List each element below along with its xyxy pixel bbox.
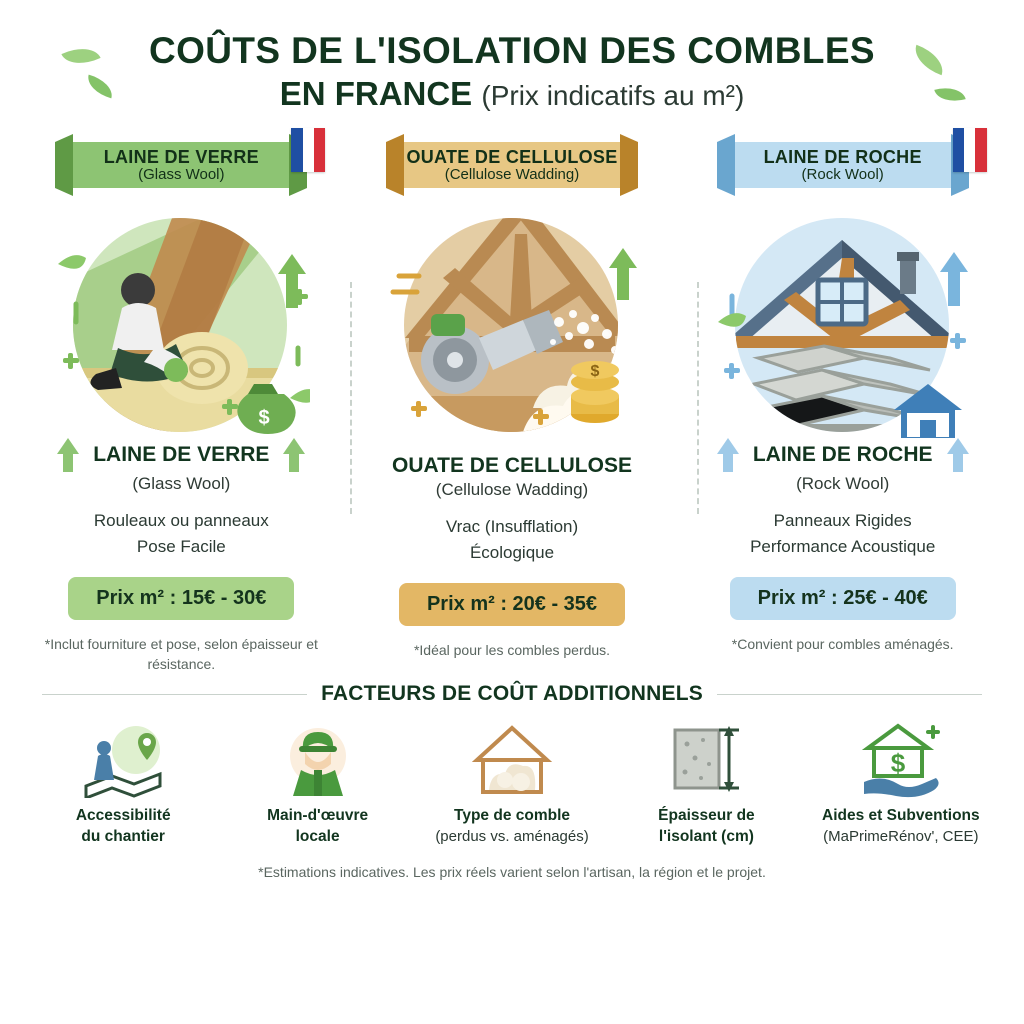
divider-line	[717, 694, 982, 695]
material-name: LAINE DE VERRE	[93, 443, 270, 467]
green-up-arrow-icon	[609, 248, 637, 300]
factor-sublabel: (MaPrimeRénov', CEE)	[823, 828, 979, 846]
banner-subtitle: (Rock Wool)	[801, 165, 884, 183]
price-badge: Prix m² : 15€ - 30€	[68, 577, 294, 620]
page-subtitle	[0, 74, 1024, 114]
price-badge: Prix m² : 25€ - 40€	[730, 577, 956, 620]
page-subtitle-text: EN FRANCE	[279, 75, 473, 113]
subsidy-hand-icon	[858, 720, 944, 798]
factor-item	[26, 720, 220, 848]
green-up-arrow-icon	[283, 438, 305, 472]
factor-item	[220, 720, 414, 848]
blue-up-arrow-icon	[717, 438, 739, 472]
banner-subtitle: (Glass Wool)	[138, 165, 225, 183]
price-note: *Convient pour combles aménagés.	[731, 635, 954, 652]
factor-label-second: locale	[295, 828, 340, 846]
rock-wool-attic-scene-icon	[714, 218, 972, 438]
french-flag-icon	[953, 128, 987, 172]
attic-house-icon	[469, 720, 555, 798]
material-name-en: (Glass Wool)	[132, 474, 231, 494]
banner-title: OUATE DE CELLULOSE	[406, 146, 618, 167]
label-row-rock-wool	[717, 438, 969, 472]
factor-label: Aides et Subventions	[822, 807, 980, 825]
illustration-rock-wool	[714, 218, 972, 438]
worker-icon	[275, 720, 361, 798]
material-card-rock-wool	[677, 134, 1008, 674]
factor-label-second: du chantier	[81, 828, 165, 846]
description-line: Pose Facile	[136, 537, 226, 557]
svg-text:$: $	[258, 407, 270, 430]
thickness-ruler-icon	[663, 720, 749, 798]
material-description	[446, 514, 578, 567]
divider-line	[42, 694, 307, 695]
glass-wool-scene-icon	[52, 218, 310, 438]
illustration-cellulose	[383, 218, 641, 438]
coin-stack-icon	[571, 361, 619, 423]
description-line: Vrac (Insufflation)	[445, 517, 579, 537]
price-note: *Idéal pour les combles perdus.	[413, 641, 611, 658]
label-row-glass-wool	[57, 438, 305, 472]
page-subtitle-note: (Prix indicatifs au m²)	[481, 80, 745, 112]
material-description	[94, 508, 269, 561]
factor-label: Épaisseur de	[658, 807, 755, 825]
banner-title: LAINE DE ROCHE	[763, 146, 922, 167]
page-title: COÛTS DE L'ISOLATION DES COMBLES	[149, 30, 875, 71]
description-line: Panneaux Rigides	[773, 511, 912, 531]
description-line: Rouleaux ou panneaux	[93, 511, 269, 531]
illustration-glass-wool	[52, 218, 310, 438]
svg-text:$: $	[590, 363, 600, 381]
factor-label: Accessibilité	[75, 807, 171, 825]
material-name-en: (Cellulose Wadding)	[435, 480, 589, 500]
factor-item	[609, 720, 803, 848]
factors-title: FACTEURS DE COÛT ADDITIONNELS	[321, 682, 703, 706]
banner-title: LAINE DE VERRE	[103, 146, 259, 167]
material-card-glass-wool	[16, 134, 347, 674]
cellulose-blowing-scene-icon	[383, 218, 641, 438]
factor-label: Type de comble	[454, 807, 571, 825]
map-location-icon	[80, 720, 166, 798]
description-line: Performance Acoustique	[750, 537, 936, 557]
footnote: *Estimations indicatives. Les prix réels varient selon l'artisan, la région et le projet.	[258, 864, 766, 881]
factor-item	[415, 720, 609, 848]
svg-text:$: $	[890, 748, 906, 779]
banner-glass-wool	[55, 134, 307, 196]
french-flag-icon	[291, 128, 325, 172]
factor-label: Main-d'œuvre	[267, 807, 369, 825]
banner-rock-wool	[717, 134, 969, 196]
material-card-cellulose	[347, 134, 678, 674]
material-columns	[0, 134, 1024, 674]
price-note: *Inclut fourniture et pose, selon épaisseur et résistance.	[44, 635, 318, 673]
factors-separator	[42, 682, 982, 706]
factor-item	[804, 720, 998, 848]
factor-label-second: l'isolant (cm)	[658, 828, 754, 846]
material-description	[750, 508, 935, 561]
banner-subtitle: (Cellulose Wadding)	[444, 165, 580, 183]
material-name-en: (Rock Wool)	[796, 474, 890, 494]
green-up-arrow-icon	[57, 438, 79, 472]
blue-up-arrow-icon	[947, 438, 969, 472]
material-name: LAINE DE ROCHE	[752, 443, 933, 467]
factor-sublabel: (perdus vs. aménagés)	[435, 828, 589, 846]
description-line: Écologique	[469, 543, 555, 563]
infographic-header	[0, 0, 1024, 114]
price-badge: Prix m² : 20€ - 35€	[399, 583, 625, 626]
banner-cellulose	[386, 134, 638, 196]
material-name: OUATE DE CELLULOSE	[392, 454, 632, 478]
factors-list	[0, 720, 1024, 848]
